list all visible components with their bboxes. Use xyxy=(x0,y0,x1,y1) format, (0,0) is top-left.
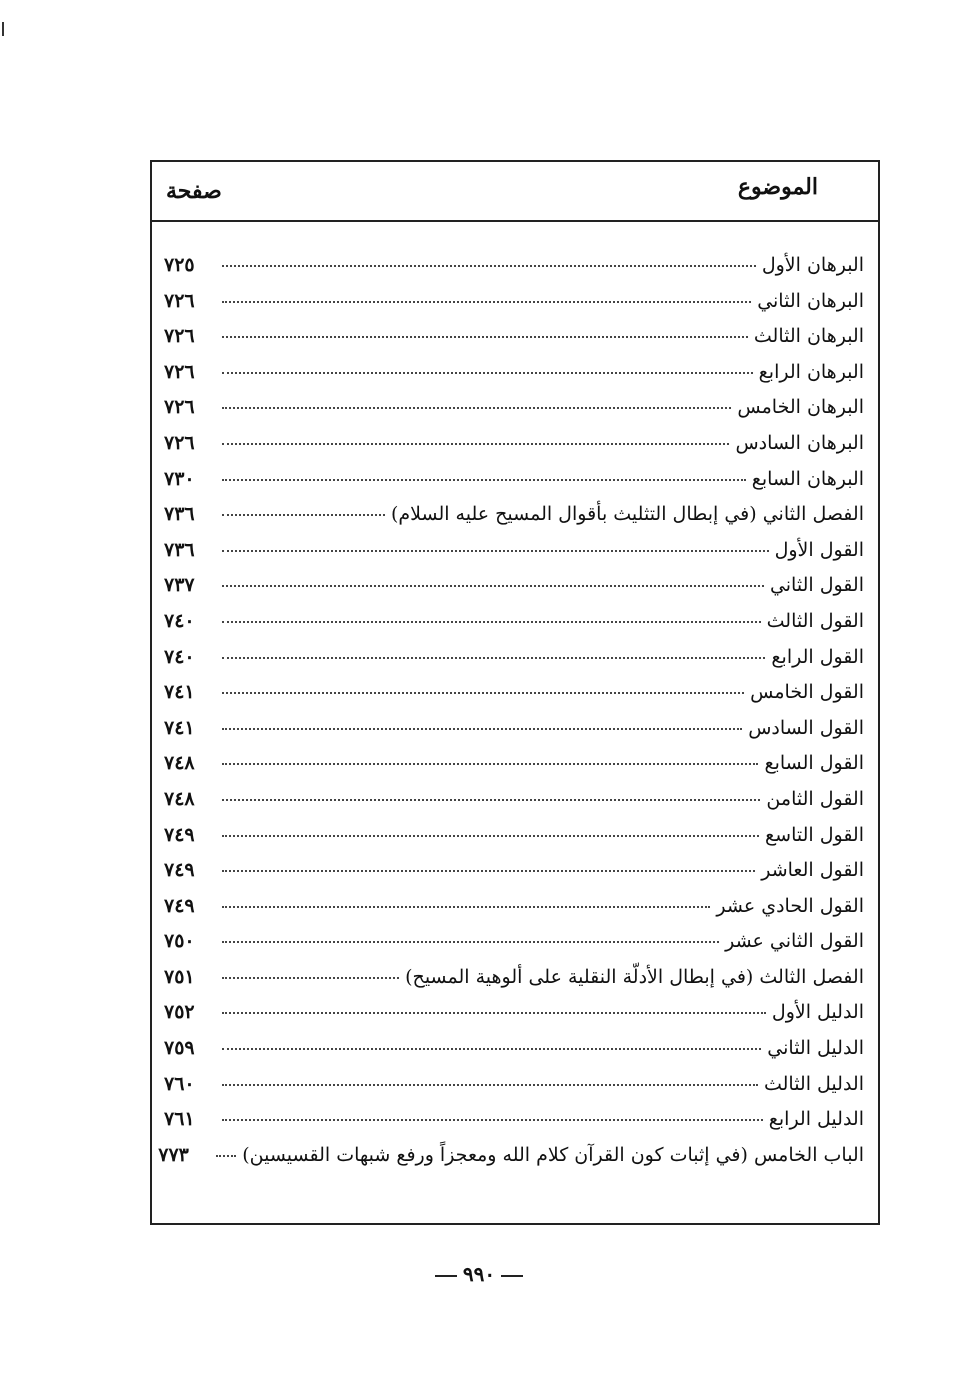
toc-entry xyxy=(164,468,864,504)
dot-leader xyxy=(222,728,742,730)
toc-entry-page-number: ٧٤٩ xyxy=(164,859,195,882)
toc-entry-title: الدليل الأول xyxy=(771,1001,864,1024)
toc-entry-page-number: ٧٥٩ xyxy=(164,1037,195,1060)
toc-entry-page-number: ٧٥٠ xyxy=(164,930,195,953)
page-column-heading: صفحة xyxy=(166,178,222,204)
dot-leader xyxy=(222,763,758,765)
dot-leader xyxy=(222,265,756,267)
toc-entry xyxy=(164,254,864,290)
toc-entry xyxy=(164,646,864,682)
toc-entry-title: القول التاسع xyxy=(765,823,864,846)
toc-entry-title: الفصل الثاني (في إبطال التثليث بأقوال المسيح عليه السلام) xyxy=(390,503,864,526)
toc-entry-title: القول السادس xyxy=(748,716,864,739)
toc-entry xyxy=(164,788,864,824)
dot-leader xyxy=(222,835,759,837)
toc-entry xyxy=(164,325,864,361)
toc-entry-page-number: ٧٤٩ xyxy=(164,894,195,917)
toc-entry-title: القول الثاني xyxy=(769,574,864,597)
toc-entry-title: القول العاشر xyxy=(761,859,864,882)
dot-leader xyxy=(222,372,753,374)
toc-entry-page-number: ٧٤١ xyxy=(164,681,195,704)
dot-leader xyxy=(222,550,769,552)
toc-entry-title: الفصل الثالث (في إبطال الأدلّة النقلية على ألوهية المسيح) xyxy=(405,965,864,988)
dot-leader xyxy=(222,407,731,409)
dot-leader xyxy=(222,977,399,979)
toc-entry-page-number: ٧٢٦ xyxy=(164,431,195,454)
toc-entry-page-number: ٧٣٦ xyxy=(164,538,195,561)
toc-frame xyxy=(150,160,880,1225)
toc-entry xyxy=(158,1143,864,1180)
dot-leader xyxy=(222,906,710,908)
toc-entry xyxy=(164,681,864,717)
toc-entry xyxy=(164,859,864,895)
toc-entry-title: الدليل الرابع xyxy=(768,1108,864,1131)
toc-entry-page-number: ٧٢٦ xyxy=(164,325,195,348)
toc-entry xyxy=(164,1001,864,1037)
dot-leader xyxy=(222,1048,761,1050)
toc-entry xyxy=(164,432,864,468)
toc-entry xyxy=(164,610,864,646)
toc-entry-page-number: ٧٧٣ xyxy=(158,1143,189,1166)
toc-entry-title: الدليل الثالث xyxy=(763,1072,864,1095)
scan-edge-mark xyxy=(2,22,4,36)
folio-number: ٩٩٠ xyxy=(462,1262,496,1286)
toc-entry xyxy=(164,966,864,1002)
dot-leader xyxy=(222,1012,766,1014)
toc-entry-page-number: ٧٣٦ xyxy=(164,503,195,526)
toc-entry-page-number: ٧٣٠ xyxy=(164,467,195,490)
toc-entry xyxy=(164,930,864,966)
toc-entry xyxy=(164,824,864,860)
toc-entry xyxy=(164,574,864,610)
toc-entry-page-number: ٧٤٨ xyxy=(164,787,195,810)
toc-entry-title: الدليل الثاني xyxy=(767,1037,864,1060)
toc-entry xyxy=(164,752,864,788)
toc-entry-title: البرهان السادس xyxy=(735,431,864,454)
toc-entry-title: القول الرابع xyxy=(771,645,864,668)
dot-leader xyxy=(222,621,761,623)
dot-leader xyxy=(222,870,755,872)
toc-entry-title: القول الثاني عشر xyxy=(725,930,864,953)
toc-list xyxy=(158,254,864,1179)
toc-entry xyxy=(164,503,864,539)
toc-entry-page-number: ٧٢٦ xyxy=(164,360,195,383)
toc-entry xyxy=(164,895,864,931)
toc-entry-page-number: ٧٢٦ xyxy=(164,289,195,312)
toc-entry-title: البرهان الرابع xyxy=(758,360,864,383)
toc-entry-title: الباب الخامس (في إثبات كون القرآن كلام الله ومعجزاً ورفع شبهات القسيسين) xyxy=(242,1143,864,1166)
toc-entry-page-number: ٧٢٦ xyxy=(164,396,195,419)
toc-entry-title: القول الثالث xyxy=(766,609,864,632)
toc-entry-title: البرهان السابع xyxy=(751,467,864,490)
toc-entry-page-number: ٧٤٨ xyxy=(164,752,195,775)
toc-entry-title: القول الأول xyxy=(774,538,864,561)
toc-entry-page-number: ٧٤٠ xyxy=(164,609,195,632)
dot-leader xyxy=(222,1084,758,1086)
dot-leader xyxy=(222,692,744,694)
folio-dash-right xyxy=(435,1275,457,1277)
dot-leader xyxy=(222,514,385,516)
toc-entry-page-number: ٧٤٩ xyxy=(164,823,195,846)
toc-entry-title: القول الحادي عشر xyxy=(716,894,864,917)
toc-entry xyxy=(164,290,864,326)
toc-entry xyxy=(164,1037,864,1073)
toc-entry xyxy=(164,361,864,397)
toc-entry-title: البرهان الأول xyxy=(761,254,864,276)
toc-entry-page-number: ٧٤١ xyxy=(164,716,195,739)
toc-entry-title: القول الثامن xyxy=(766,787,864,810)
toc-entry-page-number: ٧٥٢ xyxy=(164,1001,195,1024)
toc-entry xyxy=(164,1108,864,1144)
toc-entry-page-number: ٧٦١ xyxy=(164,1108,195,1131)
toc-entry-title: البرهان الثالث xyxy=(753,325,864,348)
toc-entry-page-number: ٧٥١ xyxy=(164,965,195,988)
toc-entry xyxy=(164,539,864,575)
dot-leader xyxy=(222,1119,763,1121)
toc-header xyxy=(152,162,878,222)
toc-entry-title: البرهان الخامس xyxy=(737,396,864,419)
dot-leader xyxy=(222,443,729,445)
toc-entry-page-number: ٧٤٠ xyxy=(164,645,195,668)
folio-dash-left xyxy=(501,1275,523,1277)
toc-entry-page-number: ٧٣٧ xyxy=(164,574,195,597)
toc-entry xyxy=(164,1073,864,1109)
dot-leader xyxy=(222,301,751,303)
toc-entry-page-number: ٧٢٥ xyxy=(164,254,195,276)
dot-leader xyxy=(222,799,760,801)
page-folio xyxy=(0,1262,958,1286)
topic-column-heading: الموضوع xyxy=(737,174,818,200)
toc-entry xyxy=(164,717,864,753)
toc-entry xyxy=(164,396,864,432)
dot-leader xyxy=(222,657,765,659)
toc-entry-title: القول السابع xyxy=(764,752,864,775)
toc-entry-title: البرهان الثاني xyxy=(757,289,864,312)
dot-leader xyxy=(222,941,719,943)
dot-leader xyxy=(222,585,764,587)
dot-leader xyxy=(222,336,748,338)
dot-leader xyxy=(222,479,746,481)
toc-entry-page-number: ٧٦٠ xyxy=(164,1072,195,1095)
dot-leader xyxy=(216,1155,236,1157)
toc-entry-title: القول الخامس xyxy=(750,681,864,704)
